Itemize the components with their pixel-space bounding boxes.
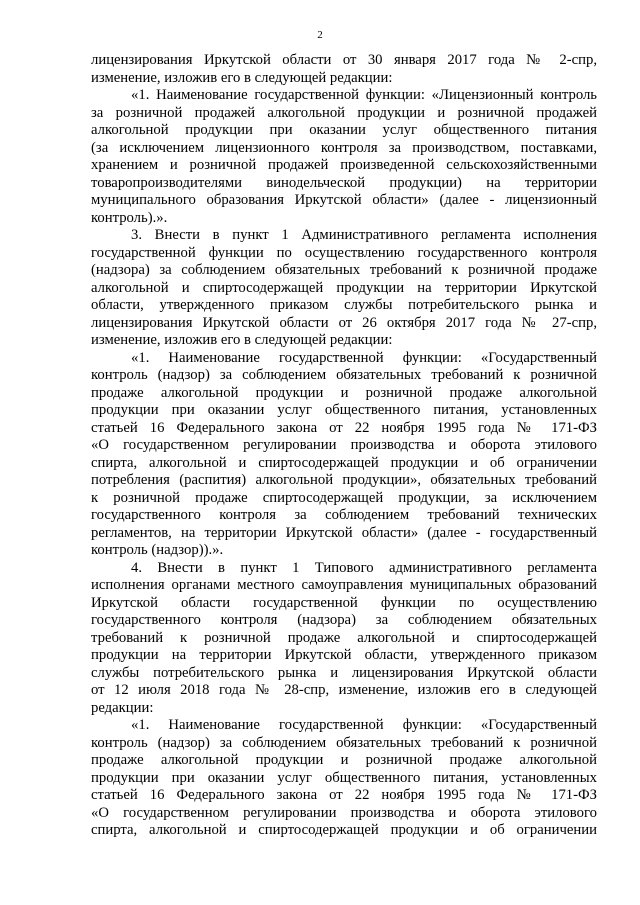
text-line: продукции при оказании услуг общественного питания, установленных bbox=[91, 402, 597, 418]
text-line: потребления (распития) алкогольной продукции», обязательных требований bbox=[91, 472, 597, 488]
text-line: контроль (надзор) за соблюдением обязательных требований к розничной bbox=[91, 734, 597, 751]
document-body bbox=[91, 52, 597, 840]
text-line: службы потребительского рынка и лицензирования Иркутской области bbox=[91, 664, 597, 681]
text-line: продаже алкогольной продукции и розничной продаже алкогольной bbox=[91, 752, 597, 768]
text-line: редакции: bbox=[91, 699, 154, 716]
text-line: 4. Внести в пункт 1 Типового административного регламента bbox=[131, 559, 597, 576]
text-line: «1. Наименование государственной функции: «Государственный bbox=[131, 717, 597, 733]
text-line: к розничной продаже спиртосодержащей продукции, за исключением bbox=[91, 489, 597, 506]
text-line: спирта, алкогольной и спиртосодержащей продукции и об ограничении bbox=[91, 822, 597, 838]
text-line: товаропроизводителями винодельческой продукции) на территории bbox=[91, 174, 597, 191]
text-line: контроль).». bbox=[91, 209, 168, 226]
text-line: области, утвержденного приказом службы потребительского рынка и bbox=[91, 297, 597, 313]
text-line: спирта, алкогольной и спиртосодержащей продукции и об ограничении bbox=[91, 454, 597, 471]
text-line: продукции на территории Иркутской области, утвержденного приказом bbox=[91, 647, 597, 663]
text-line: лицензирования Иркутской области от 30 января 2017 года № 2-спр, bbox=[91, 52, 597, 68]
text-line: требований к розничной продаже алкогольной и спиртосодержащей bbox=[91, 629, 597, 646]
text-line: алкогольной продукции при оказании услуг общественного питания bbox=[91, 122, 597, 138]
text-line: статьей 16 Федерального закона от 22 ноября 1995 года № 171-ФЗ bbox=[91, 787, 597, 803]
text-line: за розничной продажей алкогольной продукции и розничной продажей bbox=[91, 104, 597, 121]
text-line: статьей 16 Федерального закона от 22 ноября 1995 года № 171-ФЗ bbox=[91, 419, 597, 436]
text-line: «1. Наименование государственной функции: «Лицензионный контроль bbox=[131, 87, 597, 103]
page-number: 2 bbox=[317, 29, 323, 41]
text-line: государственной функции по осуществлению государственного контроля bbox=[91, 244, 597, 261]
text-line: контроль (надзор) за соблюдением обязательных требований к розничной bbox=[91, 367, 597, 383]
text-line: исполнения органами местного самоуправления муниципальных образований bbox=[91, 577, 597, 593]
text-line: от 12 июля 2018 года № 28-спр, изменение, изложив его в следующей bbox=[91, 682, 597, 698]
text-line: Иркутской области государственной функции по осуществлению bbox=[91, 594, 597, 611]
text-line: продукции при оказании услуг общественного питания, установленных bbox=[91, 769, 597, 786]
text-line: государственного контроля за соблюдением требований технических bbox=[91, 507, 597, 523]
text-line: изменение, изложив его в следующей редакции: bbox=[91, 69, 393, 86]
text-line: алкогольной и спиртосодержащей продукции на территории Иркутской bbox=[91, 279, 597, 296]
text-line: контроль (надзор)).». bbox=[91, 542, 224, 558]
text-line: государственного контроля (надзора) за соблюдением обязательных bbox=[91, 612, 597, 628]
text-line: лицензирования Иркутской области от 26 октября 2017 года № 27-спр, bbox=[91, 314, 597, 331]
text-line: «О государственном регулировании производства и оборота этилового bbox=[91, 804, 597, 821]
text-line: (надзора) за соблюдением обязательных требований к розничной продаже bbox=[91, 262, 597, 278]
text-line: (за исключением лицензионного контроля за производством, поставками, bbox=[91, 139, 597, 156]
text-line: продаже алкогольной продукции и розничной продаже алкогольной bbox=[91, 384, 597, 401]
text-line: «1. Наименование государственной функции: «Государственный bbox=[131, 349, 597, 366]
text-line: муниципального образования Иркутской области» (далее - лицензионный bbox=[91, 192, 597, 208]
text-line: изменение, изложив его в следующей редакции: bbox=[91, 332, 393, 348]
text-line: хранением и розничной продажей произведенной сельскохозяйственными bbox=[91, 157, 597, 173]
text-line: «О государственном регулировании производства и оборота этилового bbox=[91, 437, 597, 453]
text-line: 3. Внести в пункт 1 Административного регламента исполнения bbox=[131, 227, 597, 243]
text-line: регламентов, на территории Иркутской области» (далее - государственный bbox=[91, 524, 597, 541]
